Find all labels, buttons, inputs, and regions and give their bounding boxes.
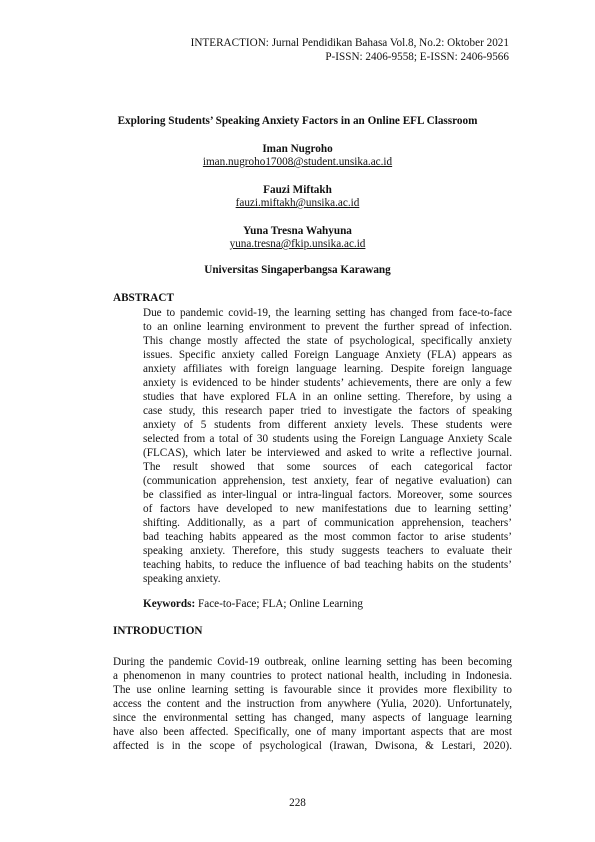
abstract-line: be classified as inter-lingual or intra-lingual factors. Moreover, some sources [143,489,512,501]
abstract-line: The result showed that some sources of each categorical factor [143,461,512,473]
abstract-line: (communication apprehension, test anxiety, fear of negative evaluation) can [143,475,512,487]
abstract-line: case study, this research paper tried to investigate the factors of speaking [143,405,512,417]
intro-line: affected is in the scope of psychological (Irawan, Dwisona, & Lestari, 2020). [113,740,512,752]
author-email-link[interactable]: yuna.tresna@fkip.unsika.ac.id [229,238,366,250]
abstract-line: anxiety of 5 students from different anxiety levels. These students were [143,419,512,431]
author-name: Iman Nugroho [262,143,333,155]
abstract-line: shifting. Additionally, as a part of communication apprehension, teachers’ [143,517,512,529]
abstract-line: anxiety affiliates with foreign language learning. Despite foreign language [143,363,512,375]
abstract-line: speaking anxiety. Therefore, this study suggests teachers to evaluate their [143,545,512,557]
abstract-line: bad teaching habits appeared as the most common factor to arise students’ [143,531,512,543]
paper-title: Exploring Students’ Speaking Anxiety Factors in an Online EFL Classroom [117,115,478,127]
abstract-line: selected from a total of 30 students using the Foreign Language Anxiety Scale [143,433,512,445]
keywords [143,598,363,610]
abstract-line: speaking anxiety. [143,573,221,585]
abstract-line: (FLCAS), which later be interviewed and asked to write a reflective journal. [143,447,512,459]
abstract-line: This change mostly affected the state of psychological, specifically anxiety [143,335,512,347]
intro-line: since the environmental setting has changed, many aspects of language learning [113,712,512,724]
abstract-line: to an online learning environment to prevent the further spread of infection. [143,321,512,333]
introduction-heading: INTRODUCTION [113,625,203,637]
author-email-link[interactable]: iman.nugroho17008@student.unsika.ac.id [202,156,393,168]
abstract-line: Due to pandemic covid-19, the learning setting has changed from face-to-face [143,307,512,319]
abstract-line: studies that have explored FLA in an online setting. Therefore, by using a [143,391,512,403]
abstract-line: issues. Specific anxiety called Foreign Language Anxiety (FLA) appears as [143,349,512,361]
intro-line: The use online learning setting is favourable since it provides more flexibility to [113,684,512,696]
intro-line: a phenomenon in many countries to protect national health, including in Indonesia. [113,670,512,682]
introduction-body [113,655,512,753]
keywords-label: Keywords: [143,598,196,610]
abstract-heading: ABSTRACT [113,292,174,304]
author-email-link[interactable]: fauzi.miftakh@unsika.ac.id [235,197,360,209]
intro-line: have also been affected. Specifically, one of many important aspects that are most [113,726,512,738]
abstract-line: of factors have developed to new manifestations due to learning setting’ [143,503,512,515]
issn-header: P-ISSN: 2406-9558; E-ISSN: 2406-9566 [325,51,509,63]
abstract-line: teaching habits, to reduce the influence of bad teaching habits on the students’ [143,559,512,571]
abstract-body [143,306,512,586]
keywords-text: Face-to-Face; FLA; Online Learning [198,598,363,610]
intro-line: access the content and the instruction from anywhere (Yulia, 2020). Unfortunately, [113,698,512,710]
abstract-line: anxiety is evidenced to be hinder students’ achievements, there are only a few [143,377,512,389]
author-name: Yuna Tresna Wahyuna [243,225,352,237]
page-number: 228 [289,797,306,809]
author-name: Fauzi Miftakh [263,184,332,196]
affiliation: Universitas Singaperbangsa Karawang [204,264,391,276]
journal-header: INTERACTION: Jurnal Pendidikan Bahasa Vol.8, No.2: Oktober 2021 [190,37,509,49]
intro-line: During the pandemic Covid-19 outbreak, online learning setting has been becoming [113,656,512,668]
